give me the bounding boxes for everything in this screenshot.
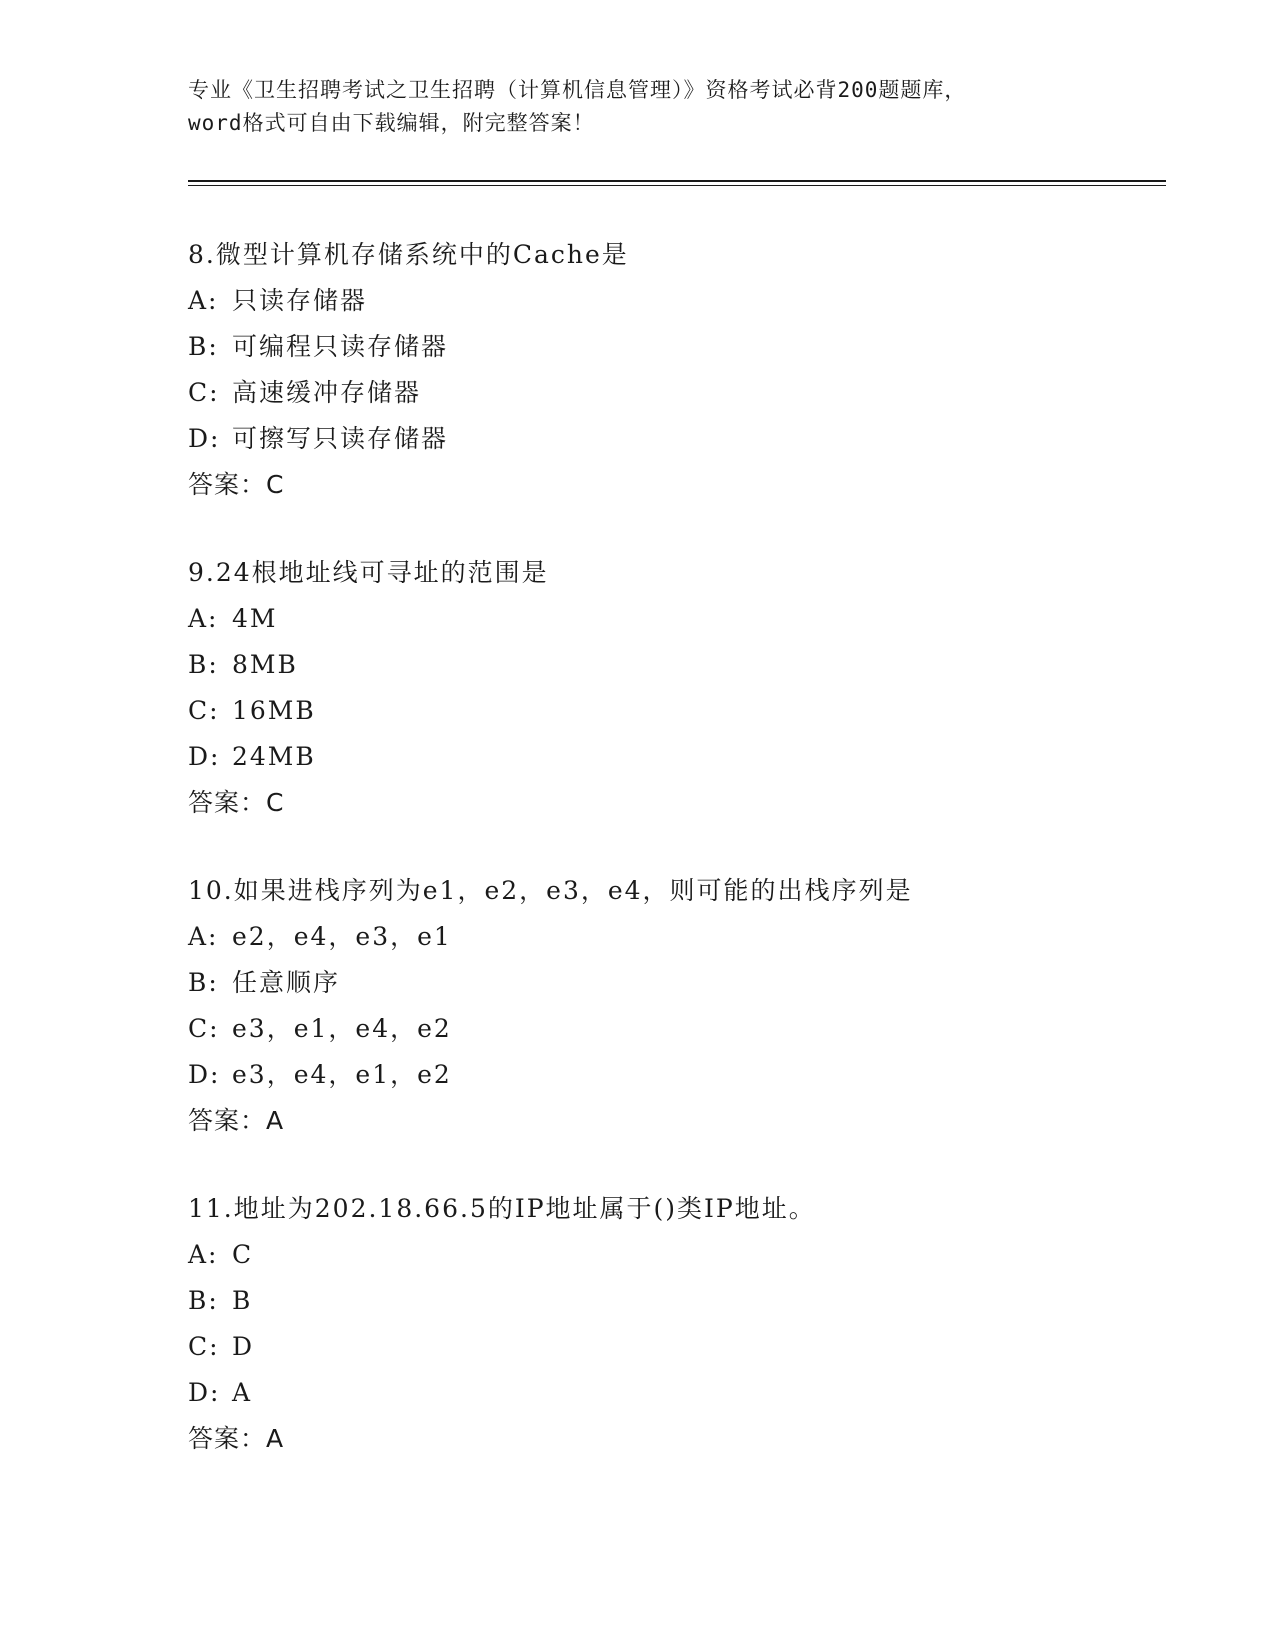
option-text: 可擦写只读存储器 — [232, 424, 449, 453]
option-letter: D: — [188, 742, 221, 771]
option-letter: D: — [188, 1378, 221, 1407]
option-a — [188, 596, 1168, 642]
option-letter: A: — [188, 286, 219, 315]
option-c — [188, 1006, 1168, 1052]
option-letter: B: — [188, 968, 219, 997]
option-text: 高速缓冲存储器 — [232, 378, 422, 407]
header-rule-thick — [188, 180, 1166, 182]
option-letter: C: — [188, 1332, 220, 1361]
option-text: 只读存储器 — [232, 286, 368, 315]
header-title-line: 专业《卫生招聘考试之卫生招聘（计算机信息管理）》资格考试必背200题题库， — [188, 78, 967, 102]
option-text: B — [232, 1286, 253, 1315]
option-c — [188, 1324, 1168, 1370]
option-letter: A: — [188, 1240, 219, 1269]
option-d — [188, 1370, 1168, 1416]
option-b — [188, 1278, 1168, 1324]
option-letter: B: — [188, 650, 219, 679]
option-text: 4M — [232, 604, 278, 633]
option-letter: B: — [188, 332, 219, 361]
option-a — [188, 914, 1168, 960]
option-c — [188, 370, 1168, 416]
question-block — [188, 868, 1168, 1144]
question-stem: 9.24根地址线可寻址的范围是 — [188, 558, 549, 587]
option-text: 16MB — [232, 696, 316, 725]
option-a — [188, 278, 1168, 324]
option-text: 8MB — [232, 650, 298, 679]
answer-line: 答案：A — [188, 1106, 285, 1135]
option-letter: D: — [188, 1060, 221, 1089]
option-text: 任意顺序 — [232, 968, 341, 997]
question-block — [188, 1186, 1168, 1462]
option-letter: C: — [188, 1014, 220, 1043]
question-stem: 11.地址为202.18.66.5的IP地址属于()类IP地址。 — [188, 1194, 816, 1223]
option-d — [188, 734, 1168, 780]
option-b — [188, 324, 1168, 370]
option-a — [188, 1232, 1168, 1278]
option-text: e3，e4，e1，e2 — [232, 1060, 452, 1089]
answer-line: 答案：C — [188, 788, 285, 817]
option-text: C — [232, 1240, 254, 1269]
option-letter: A: — [188, 922, 219, 951]
option-text: e2，e4，e3，e1 — [232, 922, 452, 951]
header-subtitle-line: word格式可自由下载编辑，附完整答案！ — [188, 111, 595, 135]
question-block — [188, 232, 1168, 508]
option-d — [188, 1052, 1168, 1098]
question-stem: 8.微型计算机存储系统中的Cache是 — [188, 240, 629, 269]
option-text: A — [232, 1378, 253, 1407]
option-text: 可编程只读存储器 — [232, 332, 449, 361]
document-header — [188, 74, 1088, 140]
option-text: D — [232, 1332, 255, 1361]
option-b — [188, 960, 1168, 1006]
option-letter: B: — [188, 1286, 219, 1315]
option-text: 24MB — [232, 742, 316, 771]
option-c — [188, 688, 1168, 734]
answer-line: 答案：A — [188, 1424, 285, 1453]
question-block — [188, 550, 1168, 826]
question-stem: 10.如果进栈序列为e1，e2，e3，e4，则可能的出栈序列是 — [188, 876, 913, 905]
option-b — [188, 642, 1168, 688]
option-d — [188, 416, 1168, 462]
answer-line: 答案：C — [188, 470, 285, 499]
option-text: e3，e1，e4，e2 — [232, 1014, 452, 1043]
option-letter: D: — [188, 424, 221, 453]
option-letter: C: — [188, 696, 220, 725]
header-rule-thin — [188, 185, 1166, 186]
option-letter: C: — [188, 378, 220, 407]
option-letter: A: — [188, 604, 219, 633]
